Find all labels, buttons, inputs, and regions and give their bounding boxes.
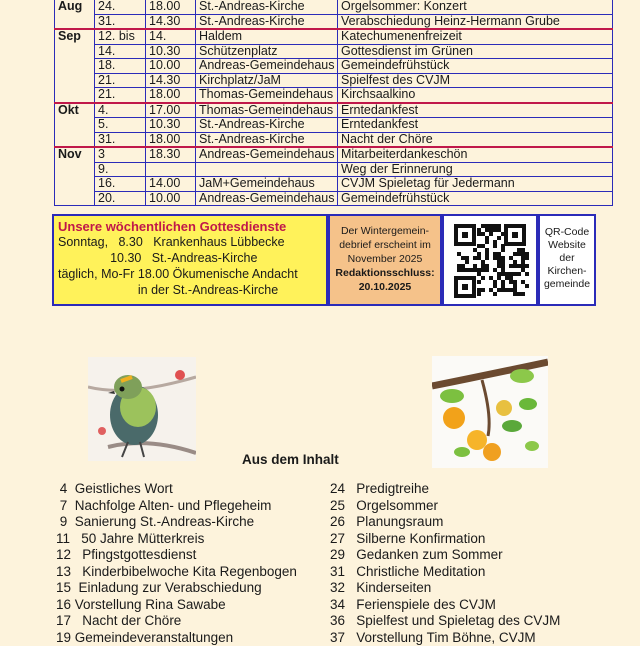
- toc-title: Aus dem Inhalt: [242, 452, 339, 467]
- event-date: 9.: [95, 162, 146, 177]
- service-line: in der St.-Andreas-Kirche: [58, 282, 322, 298]
- weekly-services-box: [52, 214, 328, 306]
- schedule-row: [55, 73, 613, 88]
- schedule-row: [55, 44, 613, 59]
- toc-entry: 24 Predigtreihe: [330, 481, 560, 498]
- toc-entry: 37 Vorstellung Tim Böhne, CVJM: [330, 630, 560, 646]
- event-location: Kirchplatz/JaM: [196, 73, 338, 88]
- fruit-watercolor-image: [432, 356, 548, 468]
- toc-entry: 15 Einladung zur Verabschiedung: [56, 580, 297, 597]
- event-time: 18.00: [146, 132, 196, 147]
- qr-caption-line: Website: [540, 239, 594, 252]
- toc-entry: 19 Gemeindeveranstaltungen: [56, 630, 297, 646]
- event-location: St.-Andreas-Kirche: [196, 14, 338, 29]
- toc-entry: 13 Kinderbibelwoche Kita Regenbogen: [56, 564, 297, 581]
- event-time: 10.00: [146, 59, 196, 74]
- event-time: 17.00: [146, 103, 196, 118]
- event-date: 14.: [95, 44, 146, 59]
- event-date: 31.: [95, 132, 146, 147]
- event-title: Weg der Erinnerung: [338, 162, 613, 177]
- winter-line: Der Wintergemein-: [332, 224, 438, 238]
- event-time: 18.00: [146, 0, 196, 14]
- event-date: 18.: [95, 59, 146, 74]
- event-time: 14.30: [146, 73, 196, 88]
- event-date: 16.: [95, 177, 146, 192]
- qr-code-box[interactable]: [442, 214, 538, 306]
- event-time: 14.: [146, 29, 196, 44]
- event-time: [146, 162, 196, 177]
- schedule-row: [55, 162, 613, 177]
- event-date: 12. bis: [95, 29, 146, 44]
- event-location: Schützenplatz: [196, 44, 338, 59]
- qr-caption-line: QR-Code: [540, 226, 594, 239]
- event-time: 14.00: [146, 177, 196, 192]
- toc-entry: 4 Geistliches Wort: [56, 481, 297, 498]
- event-location: St.-Andreas-Kirche: [196, 0, 338, 14]
- toc-entry: 17 Nacht der Chöre: [56, 613, 297, 630]
- toc-left-column: [56, 481, 297, 646]
- qr-caption-line: Kirchen-: [540, 265, 594, 278]
- service-line: täglich, Mo-Fr 18.00 Ökumenische Andacht: [58, 266, 322, 282]
- toc-entry: 25 Orgelsommer: [330, 498, 560, 515]
- event-time: 18.00: [146, 88, 196, 103]
- event-location: Andreas-Gemeindehaus: [196, 59, 338, 74]
- event-title: CVJM Spieletag für Jedermann: [338, 177, 613, 192]
- winter-letter-box: [328, 214, 442, 306]
- schedule-row: [55, 103, 613, 118]
- schedule-row: [55, 0, 613, 14]
- event-location: St.-Andreas-Kirche: [196, 118, 338, 133]
- event-title: Katechumenenfreizeit: [338, 29, 613, 44]
- toc-entry: 16 Vorstellung Rina Sawabe: [56, 597, 297, 614]
- qr-code-icon[interactable]: [444, 216, 536, 304]
- event-location: [196, 162, 338, 177]
- toc-entry: 27 Silberne Konfirmation: [330, 531, 560, 548]
- month-label: Sep: [55, 29, 95, 103]
- event-title: Gemeindefrühstück: [338, 59, 613, 74]
- service-line: 10.30 St.-Andreas-Kirche: [58, 250, 322, 266]
- qr-code-caption-box: [538, 214, 596, 306]
- toc-entry: 29 Gedanken zum Sommer: [330, 547, 560, 564]
- qr-caption-line: der: [540, 252, 594, 265]
- event-location: JaM+Gemeindehaus: [196, 177, 338, 192]
- qr-caption-line: gemeinde: [540, 278, 594, 291]
- event-time: 18.30: [146, 147, 196, 162]
- event-date: 21.: [95, 88, 146, 103]
- deadline-label: Redaktionsschluss:: [332, 266, 438, 280]
- event-title: Nacht der Chöre: [338, 132, 613, 147]
- event-time: 10.00: [146, 191, 196, 206]
- service-line: Sonntag, 8.30 Krankenhaus Lübbecke: [58, 234, 322, 250]
- event-title: Mitarbeiterdankeschön: [338, 147, 613, 162]
- schedule-row: [55, 118, 613, 133]
- weekly-services-heading: Unsere wöchentlichen Gottesdienste: [58, 219, 322, 234]
- event-schedule-table: [54, 0, 613, 206]
- toc-entry: 26 Planungsraum: [330, 514, 560, 531]
- schedule-row: [55, 177, 613, 192]
- schedule-row: [55, 14, 613, 29]
- event-location: Thomas-Gemeindehaus: [196, 103, 338, 118]
- toc-right-column: [330, 481, 560, 646]
- event-date: 31.: [95, 14, 146, 29]
- event-location: Thomas-Gemeindehaus: [196, 88, 338, 103]
- toc-entry: 7 Nachfolge Alten- und Pflegeheim: [56, 498, 297, 515]
- event-title: Gottesdienst im Grünen: [338, 44, 613, 59]
- schedule-row: [55, 132, 613, 147]
- toc-entry: 36 Spielfest und Spieletag des CVJM: [330, 613, 560, 630]
- schedule-row: [55, 147, 613, 162]
- winter-line: debrief erscheint im: [332, 238, 438, 252]
- toc-entry: 31 Christliche Meditation: [330, 564, 560, 581]
- event-title: Verabschiedung Heinz-Hermann Grube: [338, 14, 613, 29]
- event-title: Erntedankfest: [338, 118, 613, 133]
- event-location: Andreas-Gemeindehaus: [196, 147, 338, 162]
- event-title: Kirchsaalkino: [338, 88, 613, 103]
- month-label: Nov: [55, 147, 95, 206]
- event-title: Orgelsommer: Konzert: [338, 0, 613, 14]
- toc-entry: 32 Kinderseiten: [330, 580, 560, 597]
- schedule-row: [55, 29, 613, 44]
- event-location: Haldem: [196, 29, 338, 44]
- month-label: Okt: [55, 103, 95, 148]
- toc-entry: 34 Ferienspiele des CVJM: [330, 597, 560, 614]
- toc-entry: 9 Sanierung St.-Andreas-Kirche: [56, 514, 297, 531]
- event-title: Erntedankfest: [338, 103, 613, 118]
- toc-entry: 11 50 Jahre Mütterkreis: [56, 531, 297, 548]
- event-title: Spielfest des CVJM: [338, 73, 613, 88]
- event-time: 14.30: [146, 14, 196, 29]
- event-location: Andreas-Gemeindehaus: [196, 191, 338, 206]
- event-date: 3: [95, 147, 146, 162]
- event-date: 21.: [95, 73, 146, 88]
- event-location: St.-Andreas-Kirche: [196, 132, 338, 147]
- event-date: 4.: [95, 103, 146, 118]
- event-time: 10.30: [146, 118, 196, 133]
- month-label: Aug: [55, 0, 95, 29]
- deadline-date: 20.10.2025: [332, 280, 438, 294]
- schedule-row: [55, 59, 613, 74]
- winter-line: November 2025: [332, 252, 438, 266]
- event-time: 10.30: [146, 44, 196, 59]
- schedule-row: [55, 88, 613, 103]
- toc-entry: 12 Pfingstgottesdienst: [56, 547, 297, 564]
- event-title: Gemeindefrühstück: [338, 191, 613, 206]
- schedule-row: [55, 191, 613, 206]
- event-date: 24.: [95, 0, 146, 14]
- bird-watercolor-image: [88, 357, 196, 461]
- event-date: 20.: [95, 191, 146, 206]
- event-date: 5.: [95, 118, 146, 133]
